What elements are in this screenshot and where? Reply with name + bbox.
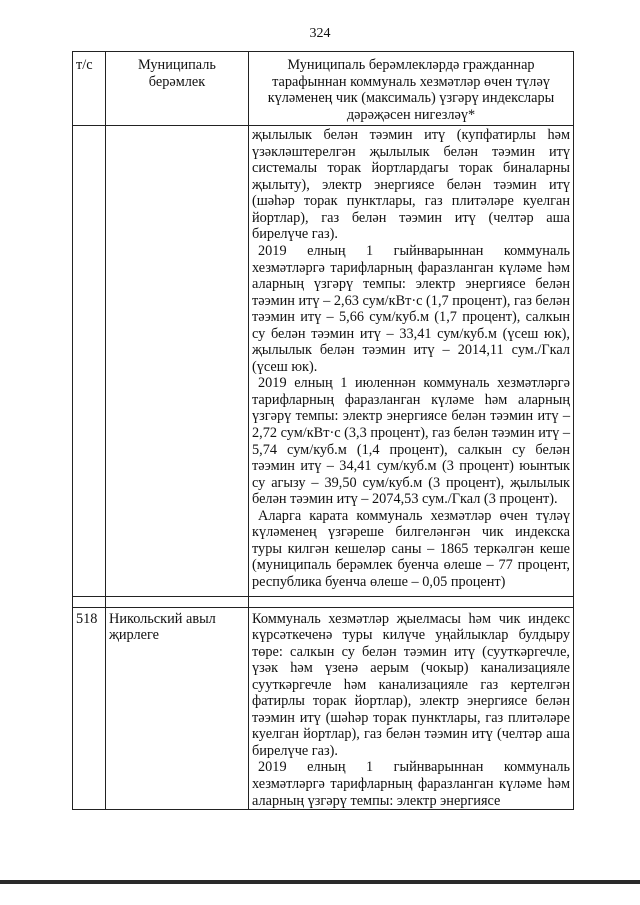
row-indices-cell bbox=[249, 126, 574, 596]
row-indices-cell bbox=[249, 607, 574, 810]
page-number: 324 bbox=[309, 26, 331, 41]
row-municipality-cell: Никольский авыл җирлеге bbox=[106, 607, 249, 810]
header-indices: Муниципаль берәмлекләрдә гражданнар тарафыннан коммуналь хезмәтләр өчен түләү күләменең чик (максималь) үзгәрү индекслары дәрәҗәсен нигезләү* bbox=[249, 52, 574, 126]
row-num-cell: 518 bbox=[73, 607, 106, 810]
table-row bbox=[73, 607, 574, 810]
paragraph: җылылык белән тәэмин итү (купфатирлы һәм үзәкләштерелгән җылылык белән тәэмин итү системалы торак йортлардагы торак биналарны җылыту), электр энергиясе белән тәэмин итү (шәһәр торак пунктлары, газ плитәләре куелган йортлар), газ белән тәэмин итү (челтәр аша бирелүче газ). bbox=[252, 127, 570, 243]
table-header-row bbox=[73, 52, 574, 126]
header-municipality: Муниципаль берәмлек bbox=[106, 52, 249, 126]
paragraph: 2019 елның 1 гыйнварыннан коммуналь хезмәтләргә тарифларның фаразланган күләме һәм аларның үзгәрү темпы: электр энергиясе белән тәэмин итү – 2,63 сум/кВт·с (1,7 процент), газ белән тәэмин итү – 5,66 сум/куб.м (1,7 процент), салкын су белән тәэмин итү – 33,41 сум/куб.м (үсеш юк), җылылык белән тәэмин итү – 2014,11 сум./Гкал (үсеш юк). bbox=[252, 243, 570, 375]
indices-table bbox=[72, 51, 574, 810]
paragraph: 2019 елның 1 июленнән коммуналь хезмәтләргә тарифларның фаразланган күләме һәм аларның үзгәрү темпы: электр энергиясе белән тәэмин итү – 2,72 сум/кВт·с (3,3 процент), газ белән тәэмин итү – 5,74 сум/куб.м (1,4 процент), салкын су белән тәэмин итү – 34,41 сум/куб.м (3 процент) юынтык су агызу – 39,50 сум/куб.м (3 процент), җылылык белән тәэмин итү – 2074,53 сум./Гкал (3 процент). bbox=[252, 375, 570, 508]
scan-bottom-rule bbox=[0, 880, 640, 884]
paragraph: Аларга карата коммуналь хезмәтләр өчен түләү күләменең үзгәреше билгеләнгән чик индекска туры килгән кешеләр саны – 1865 теркәлгән кеше (муниципаль берәмлек буенча өлеше – 77 процент, республика буенча өлеше – 0,05 процент) bbox=[252, 507, 570, 590]
row-num-cell bbox=[73, 126, 106, 596]
table-row bbox=[73, 126, 574, 596]
header-num: т/с bbox=[73, 52, 106, 126]
row-municipality-cell bbox=[106, 126, 249, 596]
row-gap bbox=[73, 596, 574, 607]
paragraph: Коммуналь хезмәтләр җыелмасы һәм чик индекс күрсәткеченә туры килүче уңайлыклар булдыру төре: салкын су белән тәэмин итү (сууткәргечле, үзәк һәм үзенә аерым (чокыр) канализацияле сууткәргечле һәм канализацияле газ кертелгән фатирлы торак йортлар), электр энергиясе белән тәэмин итү (шәһәр торак пунктлары, газ плитәләре куелган йортлар), газ белән тәэмин итү (челтәр аша бирелүче газ). bbox=[252, 610, 570, 759]
paragraph: 2019 елның 1 гыйнварыннан коммуналь хезмәтләргә тарифларның фаразланган күләме һәм аларның үзгәрү темпы: электр энергиясе bbox=[252, 759, 570, 809]
